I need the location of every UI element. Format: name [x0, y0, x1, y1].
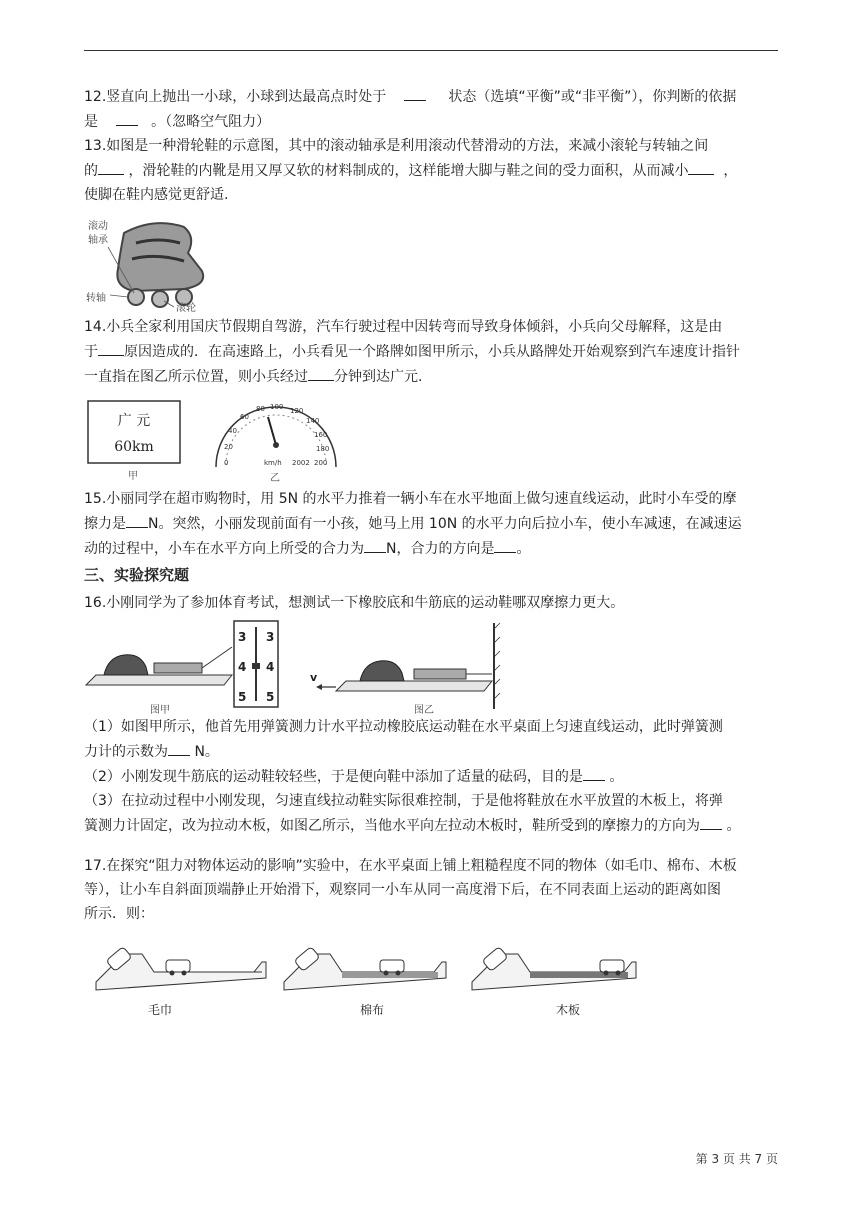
q14-text: 原因造成的．在高速路上，小兵看见一个路牌如图甲所示，小兵从路牌处开始观察到汽车速度计指针 [124, 344, 740, 360]
sign-city: 广 元 [117, 413, 151, 429]
q16-text: （1）如图甲所示，他首先用弹簧测力计水平拉动橡胶底运动鞋在水平桌面上匀速直线运动，此时弹簧测 [84, 719, 723, 735]
sign-distance: 60km [114, 439, 154, 455]
friction-experiment-image [84, 619, 504, 715]
tick-200: 200 [314, 459, 328, 467]
question-15 [84, 487, 778, 561]
q12-blank-2[interactable] [116, 109, 138, 126]
q16-text: N。 [194, 744, 219, 760]
q14-text: 分钟到达广元. [334, 369, 423, 385]
tick-180: 180 [316, 445, 330, 453]
q17-text: 等），让小车自斜面顶端静止开始滑下，观察同一小车从同一高度滑下后，在不同表面上运动的距离如图 [84, 882, 721, 898]
header-rule [84, 50, 778, 51]
wheel-shape [128, 289, 144, 305]
question-13 [84, 134, 778, 313]
label-bearing-2: 轴承 [88, 235, 108, 246]
tick-160: 160 [314, 431, 328, 439]
q15-blank-3[interactable] [494, 536, 516, 553]
q15-blank-2[interactable] [364, 536, 386, 553]
label-bearing-1: 滚动 [88, 221, 108, 232]
q15-text: 擦力是 [84, 516, 126, 532]
q14-blank-1[interactable] [98, 339, 124, 356]
shoe-yi [360, 661, 404, 681]
q14-text: 一直指在图乙所示位置，则小兵经过 [84, 369, 308, 385]
question-16 [84, 591, 778, 838]
section-title-experiments: 三、实验探究题 [84, 566, 190, 584]
scale-label-3: 3 [266, 630, 275, 644]
scale-label-4: 4 [238, 660, 247, 674]
shoe-jia [104, 655, 148, 675]
question-17 [84, 854, 778, 1018]
q15-text: N，合力的方向是 [386, 541, 495, 557]
label-yi: 乙 [270, 473, 280, 483]
gauge-unit: km/h [264, 459, 282, 467]
q14-blank-2[interactable] [308, 364, 334, 381]
tick-20: 20 [224, 443, 233, 451]
tick-80: 80 [256, 405, 265, 413]
q16-text: 。 [726, 818, 741, 834]
cart-3 [600, 960, 624, 972]
q16-text: 力计的示数为 [84, 744, 168, 760]
tick-60: 60 [240, 413, 249, 421]
q13-text: 的 [84, 163, 98, 179]
label-towel: 毛巾 [148, 1003, 173, 1017]
label-fig-jia: 图甲 [150, 705, 170, 715]
tick-0: 0 [224, 459, 229, 467]
q13-text: ， [723, 163, 738, 179]
tick-120: 120 [290, 407, 304, 415]
label-wood: 木板 [556, 1003, 581, 1017]
scale-label-4: 4 [266, 660, 275, 674]
cotton-surface [342, 972, 438, 978]
roller-skate-image [84, 213, 244, 313]
q16-text: 簧测力计固定，改为拉动木板，如图乙所示，当他水平向左拉动木板时，鞋所受到的摩擦力的方向为 [84, 818, 700, 834]
friction-experiment-figure [84, 619, 778, 715]
q16-blank-2[interactable] [583, 764, 605, 781]
q12-blank-1[interactable] [404, 84, 426, 101]
sign-speedometer-image [84, 395, 354, 483]
q13-text: 13.如图是一种滑轮鞋的示意图，其中的滚动轴承是利用滚动代替滑动的方法，来减小滚轮与转轴之间 [84, 138, 709, 154]
spring-scale-jia [154, 663, 202, 673]
wheel-shape [152, 291, 168, 307]
velocity-label: v [310, 671, 318, 684]
tick-40: 40 [228, 427, 237, 435]
spring-scale-yi [414, 669, 466, 679]
question-14 [84, 315, 778, 483]
label-wheel: 滚轮 [176, 303, 196, 313]
ramp-experiment-figure [84, 938, 778, 1018]
label-fig-yi: 图乙 [414, 705, 434, 715]
q16-text: 16.小刚同学为了参加体育考试，想测试一下橡胶底和牛筋底的运动鞋哪双摩擦力更大。 [84, 595, 625, 611]
q14-text: 14.小兵全家利用国庆节假期自驾游，汽车行驶过程中因转弯而导致身体倾斜，小兵向父母解释，这是由 [84, 319, 723, 335]
q15-text: 动的过程中，小车在水平方向上所受的合力为 [84, 541, 364, 557]
q13-blank-2[interactable] [688, 158, 714, 175]
q12-text: 。（忽略空气阻力） [151, 114, 271, 130]
q12-text: 状态（选填“平衡”或“非平衡”），你判断的依据 [448, 89, 737, 105]
q13-text: ，滑轮鞋的内靴是用又厚又软的材料制成的，这样能增大脚与鞋之间的受力面积，从而减小 [128, 163, 689, 179]
cart-2 [380, 960, 404, 972]
q17-text: 17.在探究“阻力对物体运动的影响”实验中，在水平桌面上铺上粗糙程度不同的物体（如毛巾、棉布、木板 [84, 858, 737, 874]
board-yi [336, 681, 492, 691]
table-surface-jia [86, 675, 232, 685]
gauge-code: 2002 [292, 459, 310, 467]
q15-blank-1[interactable] [126, 511, 148, 528]
ramp-experiment-image [84, 938, 684, 1018]
q13-blank-1[interactable] [98, 158, 124, 175]
q13-text: 使脚在鞋内感觉更舒适. [84, 187, 229, 203]
q16-blank-1[interactable] [168, 739, 190, 756]
q16-text: （2）小刚发现牛筋底的运动鞋较轻些，于是便向鞋中添加了适量的砝码，目的是 [84, 769, 583, 785]
roller-skate-figure [84, 213, 778, 313]
q17-text: 所示．则： [84, 906, 154, 922]
label-jia: 甲 [128, 471, 138, 482]
scale-label-5: 5 [238, 690, 247, 704]
page-content [84, 84, 778, 1018]
question-12 [84, 84, 778, 134]
tick-140: 140 [306, 417, 320, 425]
tick-100: 100 [270, 403, 284, 411]
scale-label-5: 5 [266, 690, 275, 704]
q16-text: 。 [609, 769, 624, 785]
speedometer-needle [268, 417, 276, 445]
scale-label-3: 3 [238, 630, 247, 644]
cart-1 [166, 960, 190, 972]
q12-text: 12.竖直向上抛出一小球，小球到达最高点时处于 [84, 89, 387, 105]
q15-text: 。 [516, 541, 531, 557]
q16-blank-3[interactable] [700, 813, 722, 830]
q14-text: 于 [84, 344, 98, 360]
q12-text: 是 [84, 114, 98, 130]
q15-text: N。突然，小丽发现前面有一小孩，她马上用 10N 的水平力向后拉小车，使小车减速，在减速运 [148, 516, 742, 532]
wood-surface [530, 972, 628, 978]
label-axle: 转轴 [86, 293, 106, 304]
q16-text: （3）在拉动过程中小刚发现，匀速直线拉动鞋实际很难控制，于是他将鞋放在水平放置的木板上，将弹 [84, 793, 723, 809]
label-cotton: 棉布 [360, 1003, 385, 1017]
sign-and-speedometer-figure [84, 395, 778, 483]
q15-text: 15.小丽同学在超市购物时，用 5N 的水平力推着一辆小车在水平地面上做匀速直线运动，此时小车受的摩 [84, 491, 737, 507]
page-footer: 第 3 页 共 7 页 [695, 1152, 778, 1166]
